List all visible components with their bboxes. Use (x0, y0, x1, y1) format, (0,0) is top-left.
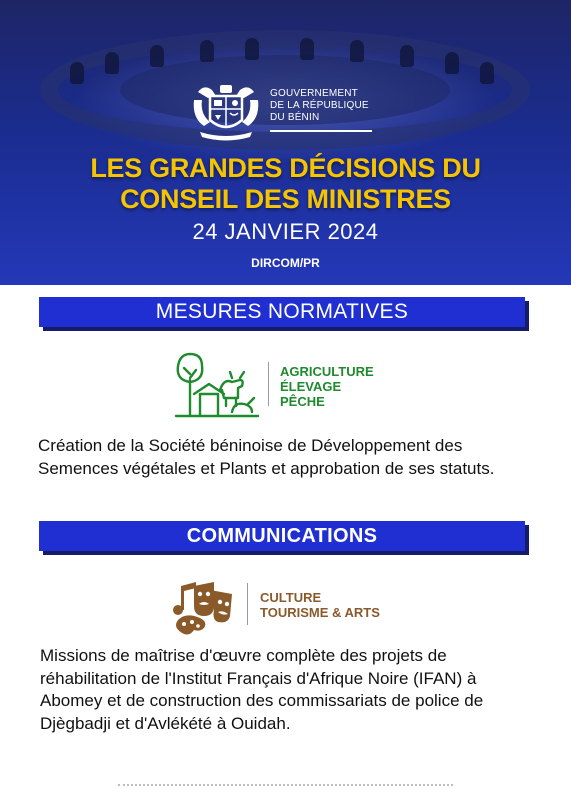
gov-line-2: DE LA RÉPUBLIQUE (270, 100, 369, 111)
source-credit: DIRCOM/PR (251, 256, 320, 270)
culture-arts-icon (170, 576, 236, 636)
page-title (0, 153, 571, 215)
sector-line: PÊCHE (280, 394, 325, 409)
gov-line-1: GOUVERNEMENT (270, 88, 358, 99)
sector-line: TOURISME & ARTS (260, 605, 380, 620)
title-line-2: CONSEIL DES MINISTRES (120, 184, 451, 214)
government-label (270, 88, 369, 124)
sector-label-culture (260, 590, 380, 620)
gov-underline (270, 130, 372, 132)
sector-divider (247, 583, 248, 625)
title-line-1: LES GRANDES DÉCISIONS DU (90, 153, 481, 183)
sector-divider (268, 362, 269, 406)
section-banner-communications: COMMUNICATIONS (39, 521, 525, 551)
sector-label-agriculture (280, 364, 374, 409)
footer-dotted-divider (118, 784, 453, 788)
sector-line: ÉLEVAGE (280, 379, 342, 394)
sector-line: AGRICULTURE (280, 364, 374, 379)
decision-text-1: Création de la Société béninoise de Développement des Semences végétales et Plants et approbation de ses statuts. (38, 436, 495, 478)
sector-line: CULTURE (260, 590, 322, 605)
header-hero (0, 0, 571, 285)
gov-line-3: DU BÉNIN (270, 112, 320, 123)
decision-text-2: Missions de maîtrise d'œuvre complète des projets de réhabilitation de l'Institut Français d'Afrique Noire (IFAN) à Abomey et de construction des commissariats de police de Djègbadji et d'Avlékété à Ouidah. (40, 646, 484, 733)
section-banner-mesures-normatives: MESURES NORMATIVES (39, 297, 525, 327)
meeting-date: 24 JANVIER 2024 (192, 219, 379, 244)
agriculture-livestock-icon (172, 350, 262, 418)
benin-coat-of-arms-icon (190, 82, 262, 142)
